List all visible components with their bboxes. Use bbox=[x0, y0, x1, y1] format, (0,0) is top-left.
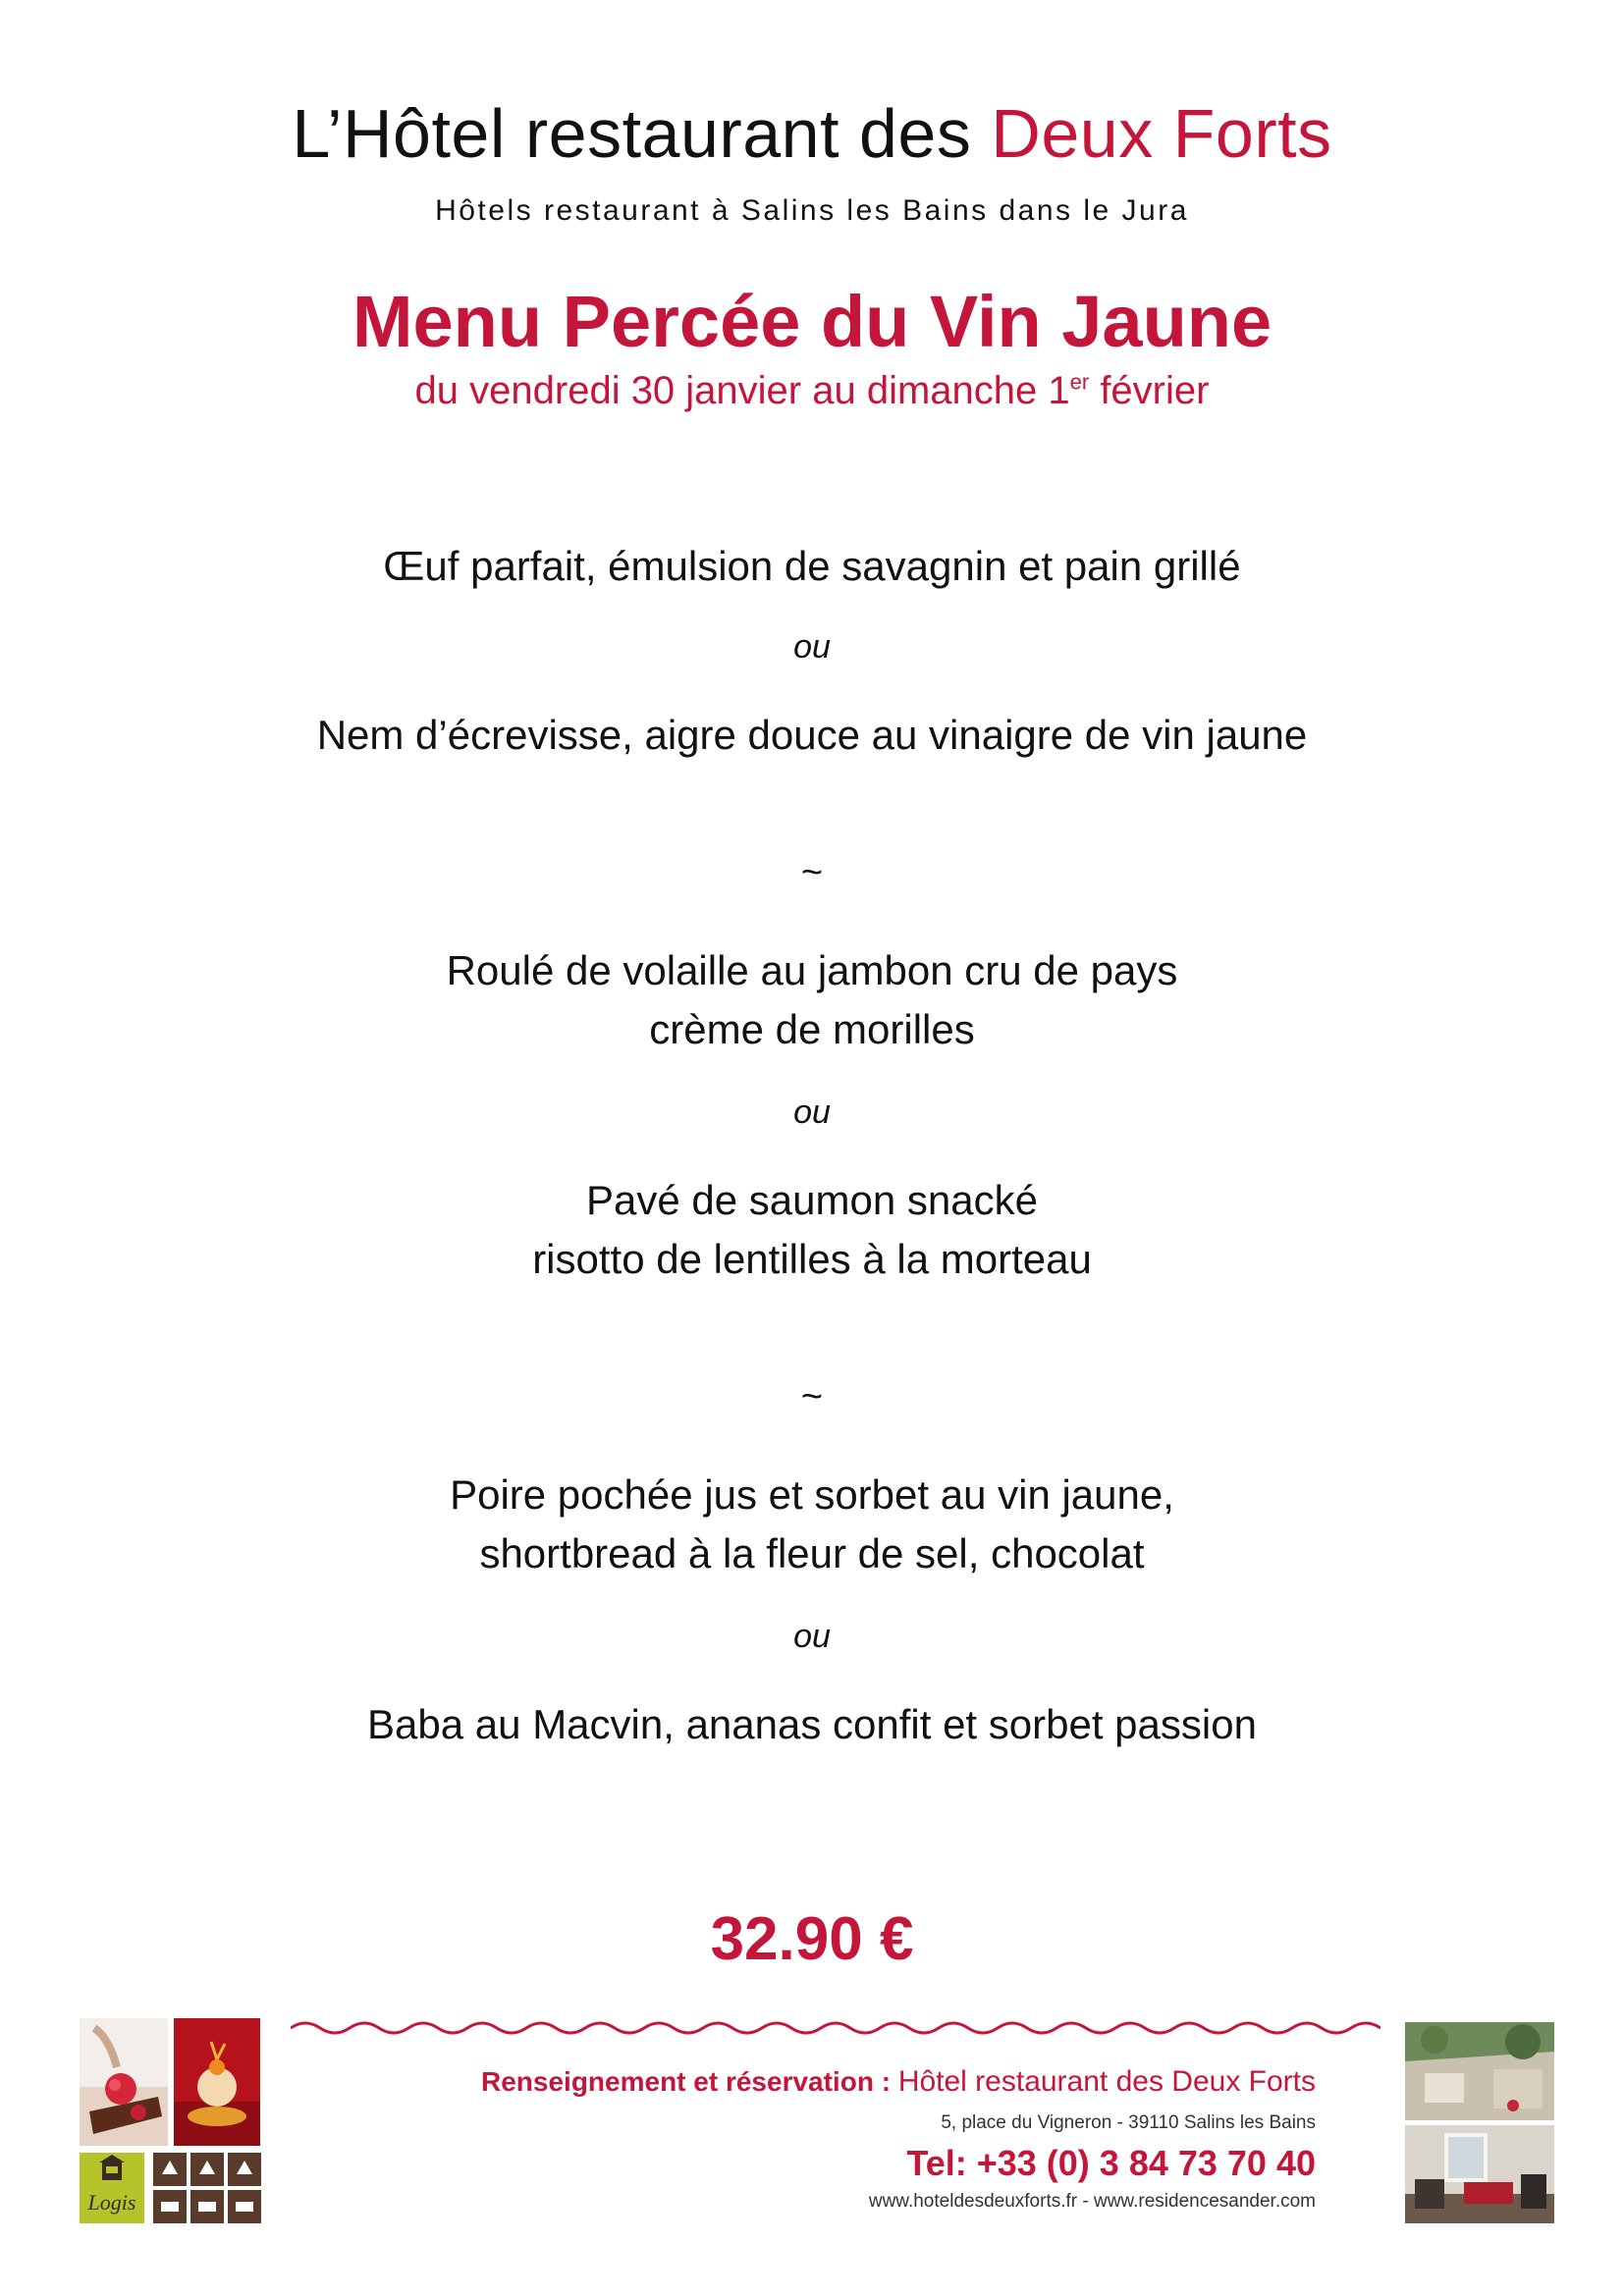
menu-dates-sup: er bbox=[1069, 369, 1090, 395]
decorative-wave-divider bbox=[291, 2016, 1380, 2040]
menu-price: 32.90 € bbox=[710, 1905, 914, 1973]
menu-dates bbox=[0, 369, 1624, 413]
entree-1: Œuf parfait, émulsion de savagnin et pain grillé bbox=[383, 543, 1241, 589]
logis-house-icon bbox=[80, 2153, 144, 2192]
dessert-1-line-1: Poire pochée jus et sorbet au vin jaune, bbox=[450, 1471, 1174, 1518]
course-separator-2: ~ bbox=[800, 1376, 824, 1417]
plat-1-line-2: crème de morilles bbox=[649, 1006, 975, 1052]
separator-ou-3: ou bbox=[793, 1618, 831, 1655]
menu-title: Menu Percée du Vin Jaune bbox=[352, 281, 1272, 362]
hotel-title-prefix: L’Hôtel restaurant des bbox=[292, 95, 992, 172]
contact-websites[interactable]: www.hoteldesdeuxforts.fr - www.residencesander.com bbox=[868, 2191, 1316, 2212]
separator-ou-2: ou bbox=[793, 1094, 831, 1131]
logis-logo bbox=[80, 2153, 144, 2223]
menu-dates-suffix: février bbox=[1089, 369, 1210, 412]
dessert-photo-2 bbox=[174, 2018, 260, 2146]
hotel-title-accent: Deux Forts bbox=[991, 95, 1332, 172]
plat-1-line-1: Roulé de volaille au jambon cru de pays bbox=[446, 947, 1178, 993]
hotel-subtitle: Hôtels restaurant à Salins les Bains dans le Jura bbox=[435, 194, 1189, 227]
hotel-room-photo bbox=[1405, 2125, 1554, 2223]
course-separator-1: ~ bbox=[800, 852, 824, 893]
dessert-1-line-2: shortbread à la fleur de sel, chocolat bbox=[479, 1530, 1145, 1576]
entree-2: Nem d’écrevisse, aigre douce au vinaigre de vin jaune bbox=[316, 712, 1308, 758]
plat-2-line-2: risotto de lentilles à la morteau bbox=[532, 1236, 1092, 1282]
separator-ou-1: ou bbox=[793, 628, 831, 666]
hotel-title bbox=[0, 94, 1624, 173]
dessert-photo-1 bbox=[80, 2018, 168, 2146]
contact-line bbox=[393, 2065, 1316, 2099]
logis-rating-icons bbox=[153, 2153, 261, 2223]
logis-logo-text: Logis bbox=[87, 2190, 136, 2215]
contact-phone: Tel: +33 (0) 3 84 73 70 40 bbox=[906, 2143, 1316, 2183]
dessert-2: Baba au Macvin, ananas confit et sorbet passion bbox=[367, 1701, 1257, 1747]
contact-label: Renseignement et réservation : bbox=[481, 2066, 898, 2097]
plat-2-line-1: Pavé de saumon snacké bbox=[586, 1177, 1038, 1223]
menu-dates-prefix: du vendredi 30 janvier au dimanche 1 bbox=[414, 369, 1070, 412]
hotel-exterior-photo bbox=[1405, 2022, 1554, 2120]
contact-address: 5, place du Vigneron - 39110 Salins les Bains bbox=[941, 2112, 1316, 2133]
contact-hotel-name: Hôtel restaurant des Deux Forts bbox=[897, 2065, 1316, 2098]
